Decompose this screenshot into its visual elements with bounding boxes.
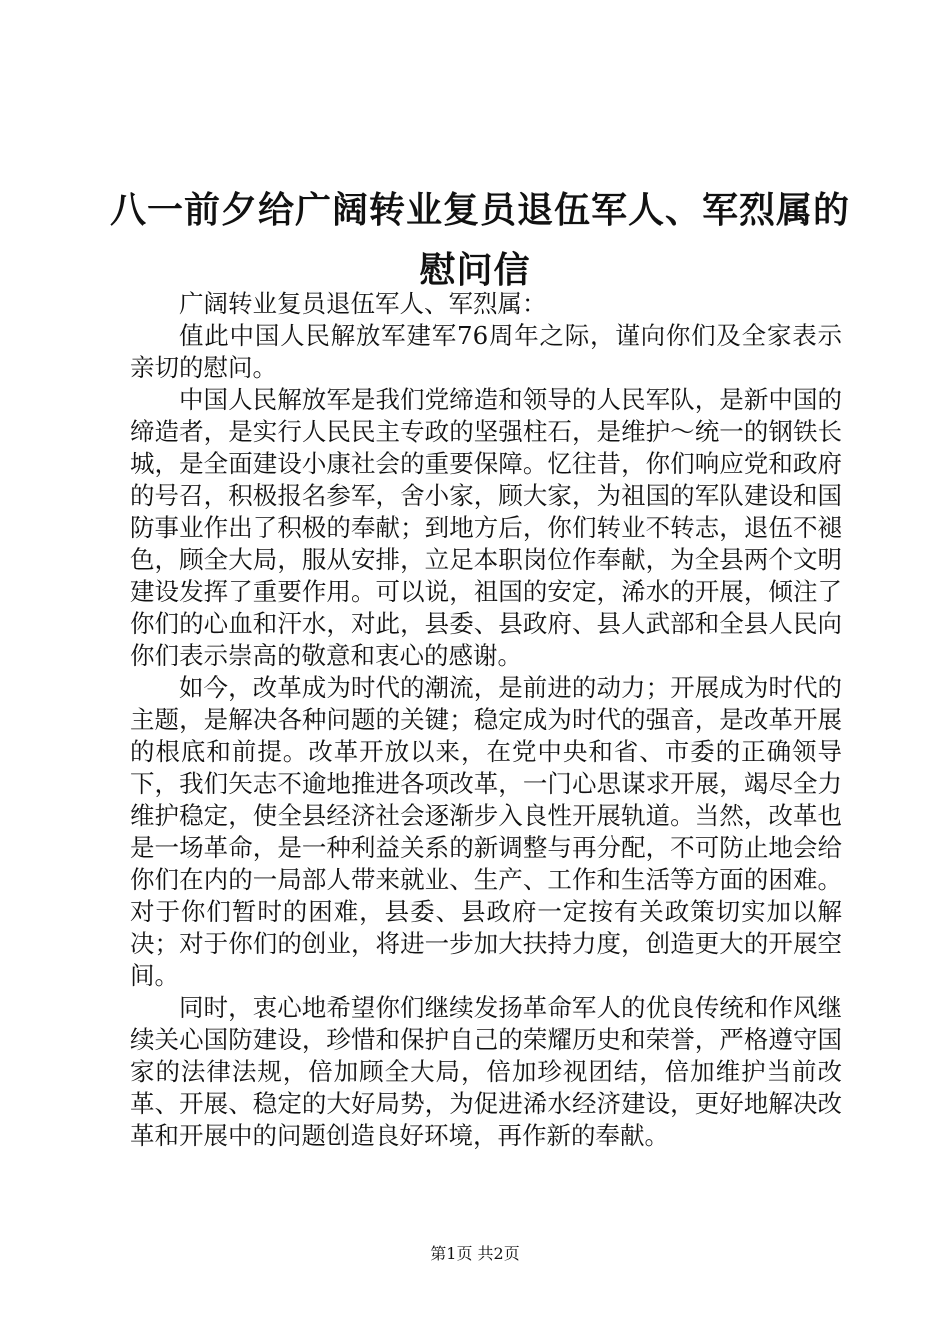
letter-body	[130, 288, 842, 1152]
paragraph-4: 同时，衷心地希望你们继续发扬革命军人的优良传统和作风继续关心国防建设，珍惜和保护自己的荣耀历史和荣誉，严格遵守国家的法律法规，倍加顾全大局，倍加珍视团结，倍加维护当前改革、开展、稳定的大好局势，为促进浠水经济建设，更好地解决改革和开展中的问题创造良好环境，再作新的奉献。	[130, 993, 842, 1150]
salutation: 广阔转业复员退伍军人、军烈属：	[179, 289, 547, 318]
document-title-line-2: 慰问信	[419, 249, 531, 291]
page-number-footer: 第1页 共2页	[430, 1244, 520, 1263]
paragraph-2: 中国人民解放军是我们党缔造和领导的人民军队，是新中国的缔造者，是实行人民民主专政的坚强柱石，是维护～统一的钢铁长城，是全面建设小康社会的重要保障。忆往昔，你们响应党和政府的号召，积极报名参军，舍小家，顾大家，为祖国的军队建设和国防事业作出了积极的奉献；到地方后，你们转业不转志，退伍不褪色，顾全大局，服从安排，立足本职岗位作奉献，为全县两个文明建设发挥了重要作用。可以说，祖国的安定，浠水的开展，倾注了你们的心血和汗水，对此，县委、县政府、县人武部和全县人民向你们表示崇高的敬意和衷心的感谢。	[130, 385, 842, 670]
paragraph-1: 值此中国人民解放军建军76周年之际，谨向你们及全家表示亲切的慰问。	[130, 321, 842, 382]
document-title-line-1: 八一前夕给广阔转业复员退伍军人、军烈属的	[110, 189, 851, 231]
paragraph-3: 如今，改革成为时代的潮流，是前进的动力；开展成为时代的主题，是解决各种问题的关键；稳定成为时代的强音，是改革开展的根底和前提。改革开放以来，在党中央和省、市委的正确领导下，我们矢志不逾地推进各项改革，一门心思谋求开展，竭尽全力维护稳定，使全县经济社会逐渐步入良性开展轨道。当然，改革也是一场革命，是一种利益关系的新调整与再分配，不可防止地会给你们在内的一局部人带来就业、生产、工作和生活等方面的困难。对于你们暂时的困难，县委、县政府一定按有关政策切实加以解决；对于你们的创业，将进一步加大扶持力度，创造更大的开展空间。	[130, 673, 842, 990]
